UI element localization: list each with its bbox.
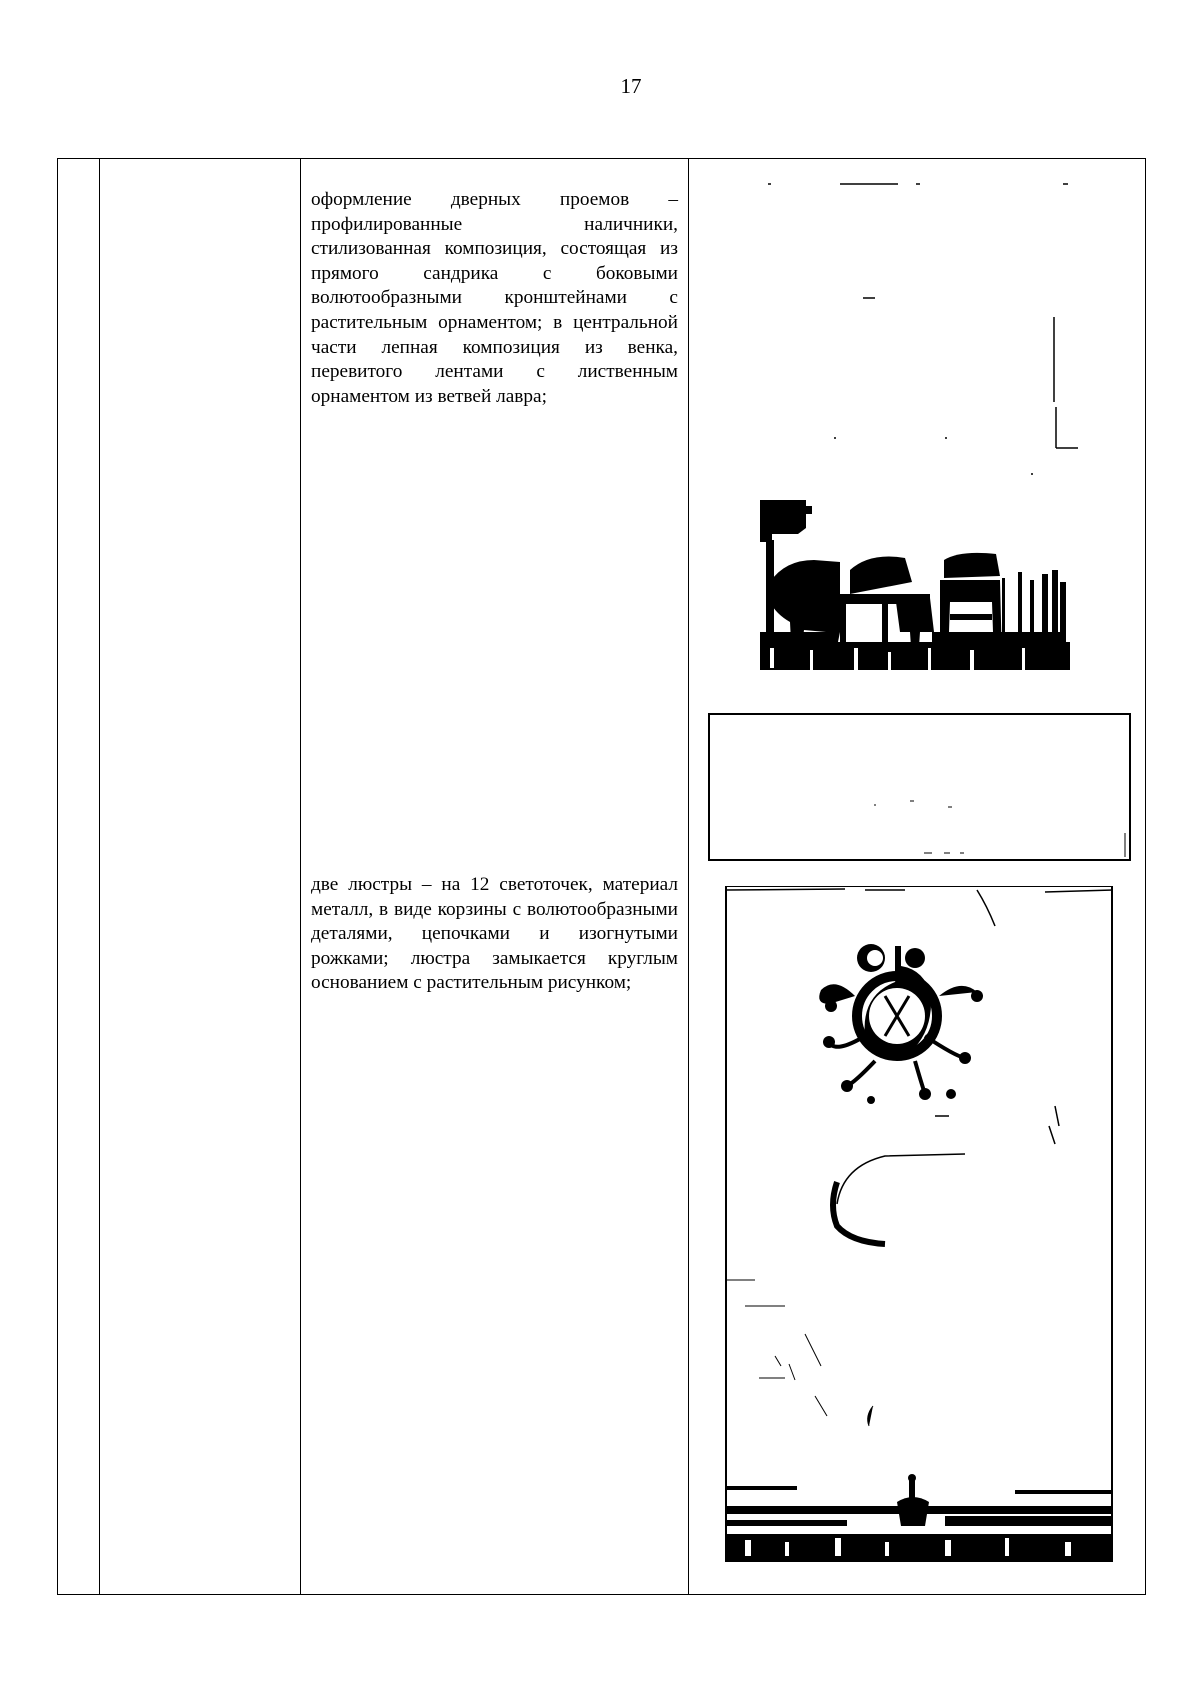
page-number: 17 (620, 74, 642, 98)
column-divider (300, 159, 301, 1594)
door-opening-photo (700, 162, 1090, 692)
door-opening-photo-frame (708, 713, 1131, 861)
row-description-chandeliers: две люстры – на 12 светоточек, материал металл, в виде корзины с волютообразными деталями, цепочками и изогнутыми рожками; люстра замыкается круглым основанием с растительным рисунком; (311, 874, 678, 994)
column-divider (99, 159, 100, 1594)
column-divider (688, 159, 689, 1594)
row-description-door-openings: оформление дверных проемов – профилированные наличники, стилизованная композиция, состоящая из прямого сандрика с боковыми волютообразными кронштейнами с растительным орнаментом; в центральной части лепная композиция из венка, перевитого лентами с лиственным орнаментом из ветвей лавра; (311, 189, 678, 407)
chandelier-photo (725, 886, 1115, 1562)
